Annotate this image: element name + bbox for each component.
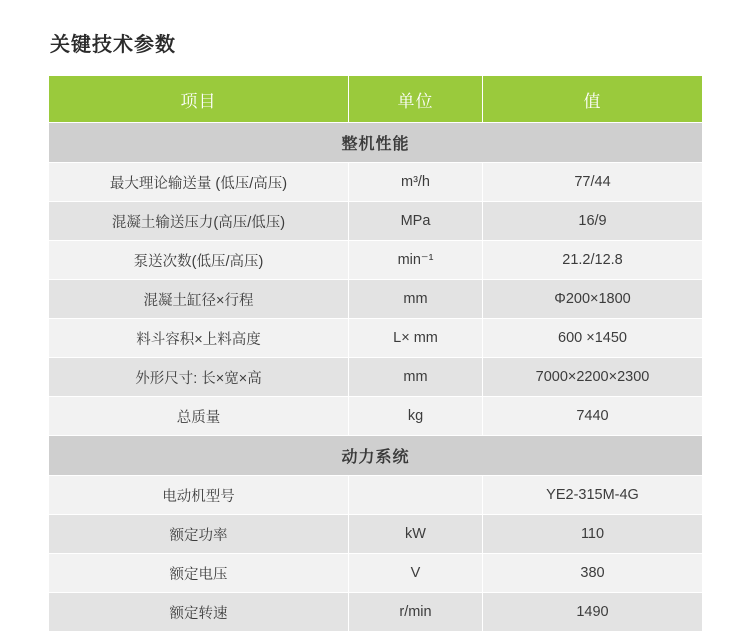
table-row (49, 476, 703, 515)
row-value: Φ200×1800 (483, 280, 703, 319)
row-value: 7440 (483, 397, 703, 436)
row-unit: kW (349, 515, 483, 554)
section-header-row (49, 436, 703, 476)
row-value: 1490 (483, 593, 703, 632)
table-row (49, 358, 703, 397)
section-header-row (49, 123, 703, 163)
row-unit: min⁻¹ (349, 241, 483, 280)
row-item: 泵送次数(低压/高压) (49, 241, 349, 280)
row-value: 77/44 (483, 163, 703, 202)
section-title: 动力系统 (49, 436, 703, 476)
row-value: 7000×2200×2300 (483, 358, 703, 397)
row-item: 额定转速 (49, 593, 349, 632)
table-header-row (49, 76, 703, 123)
row-item: 最大理论输送量 (低压/高压) (49, 163, 349, 202)
table-row (49, 280, 703, 319)
table-body (49, 123, 703, 632)
row-unit: V (349, 554, 483, 593)
row-item: 额定电压 (49, 554, 349, 593)
row-value: 110 (483, 515, 703, 554)
row-unit: mm (349, 280, 483, 319)
section-title: 整机性能 (49, 123, 703, 163)
row-value: 380 (483, 554, 703, 593)
page-title: 关键技术参数 (50, 34, 176, 56)
row-unit: MPa (349, 202, 483, 241)
column-header-value: 值 (483, 76, 703, 123)
column-header-unit: 单位 (349, 76, 483, 123)
table-row (49, 554, 703, 593)
row-unit: L× mm (349, 319, 483, 358)
row-item: 外形尺寸: 长×宽×高 (49, 358, 349, 397)
row-item: 混凝土缸径×行程 (49, 280, 349, 319)
table-row (49, 515, 703, 554)
table-row (49, 319, 703, 358)
row-unit: r/min (349, 593, 483, 632)
table-row (49, 202, 703, 241)
row-unit (349, 476, 483, 515)
row-item: 额定功率 (49, 515, 349, 554)
row-item: 总质量 (49, 397, 349, 436)
row-unit: kg (349, 397, 483, 436)
row-unit: mm (349, 358, 483, 397)
row-value: 16/9 (483, 202, 703, 241)
row-value: 21.2/12.8 (483, 241, 703, 280)
row-value: 600 ×1450 (483, 319, 703, 358)
column-header-item: 项目 (49, 76, 349, 123)
row-unit: m³/h (349, 163, 483, 202)
table-row (49, 593, 703, 632)
table-header (49, 76, 703, 123)
table-row (49, 163, 703, 202)
table-row (49, 397, 703, 436)
row-item: 电动机型号 (49, 476, 349, 515)
spec-table (48, 75, 703, 632)
table-row (49, 241, 703, 280)
row-value: YE2-315M-4G (483, 476, 703, 515)
row-item: 料斗容积×上料高度 (49, 319, 349, 358)
row-item: 混凝土输送压力(高压/低压) (49, 202, 349, 241)
